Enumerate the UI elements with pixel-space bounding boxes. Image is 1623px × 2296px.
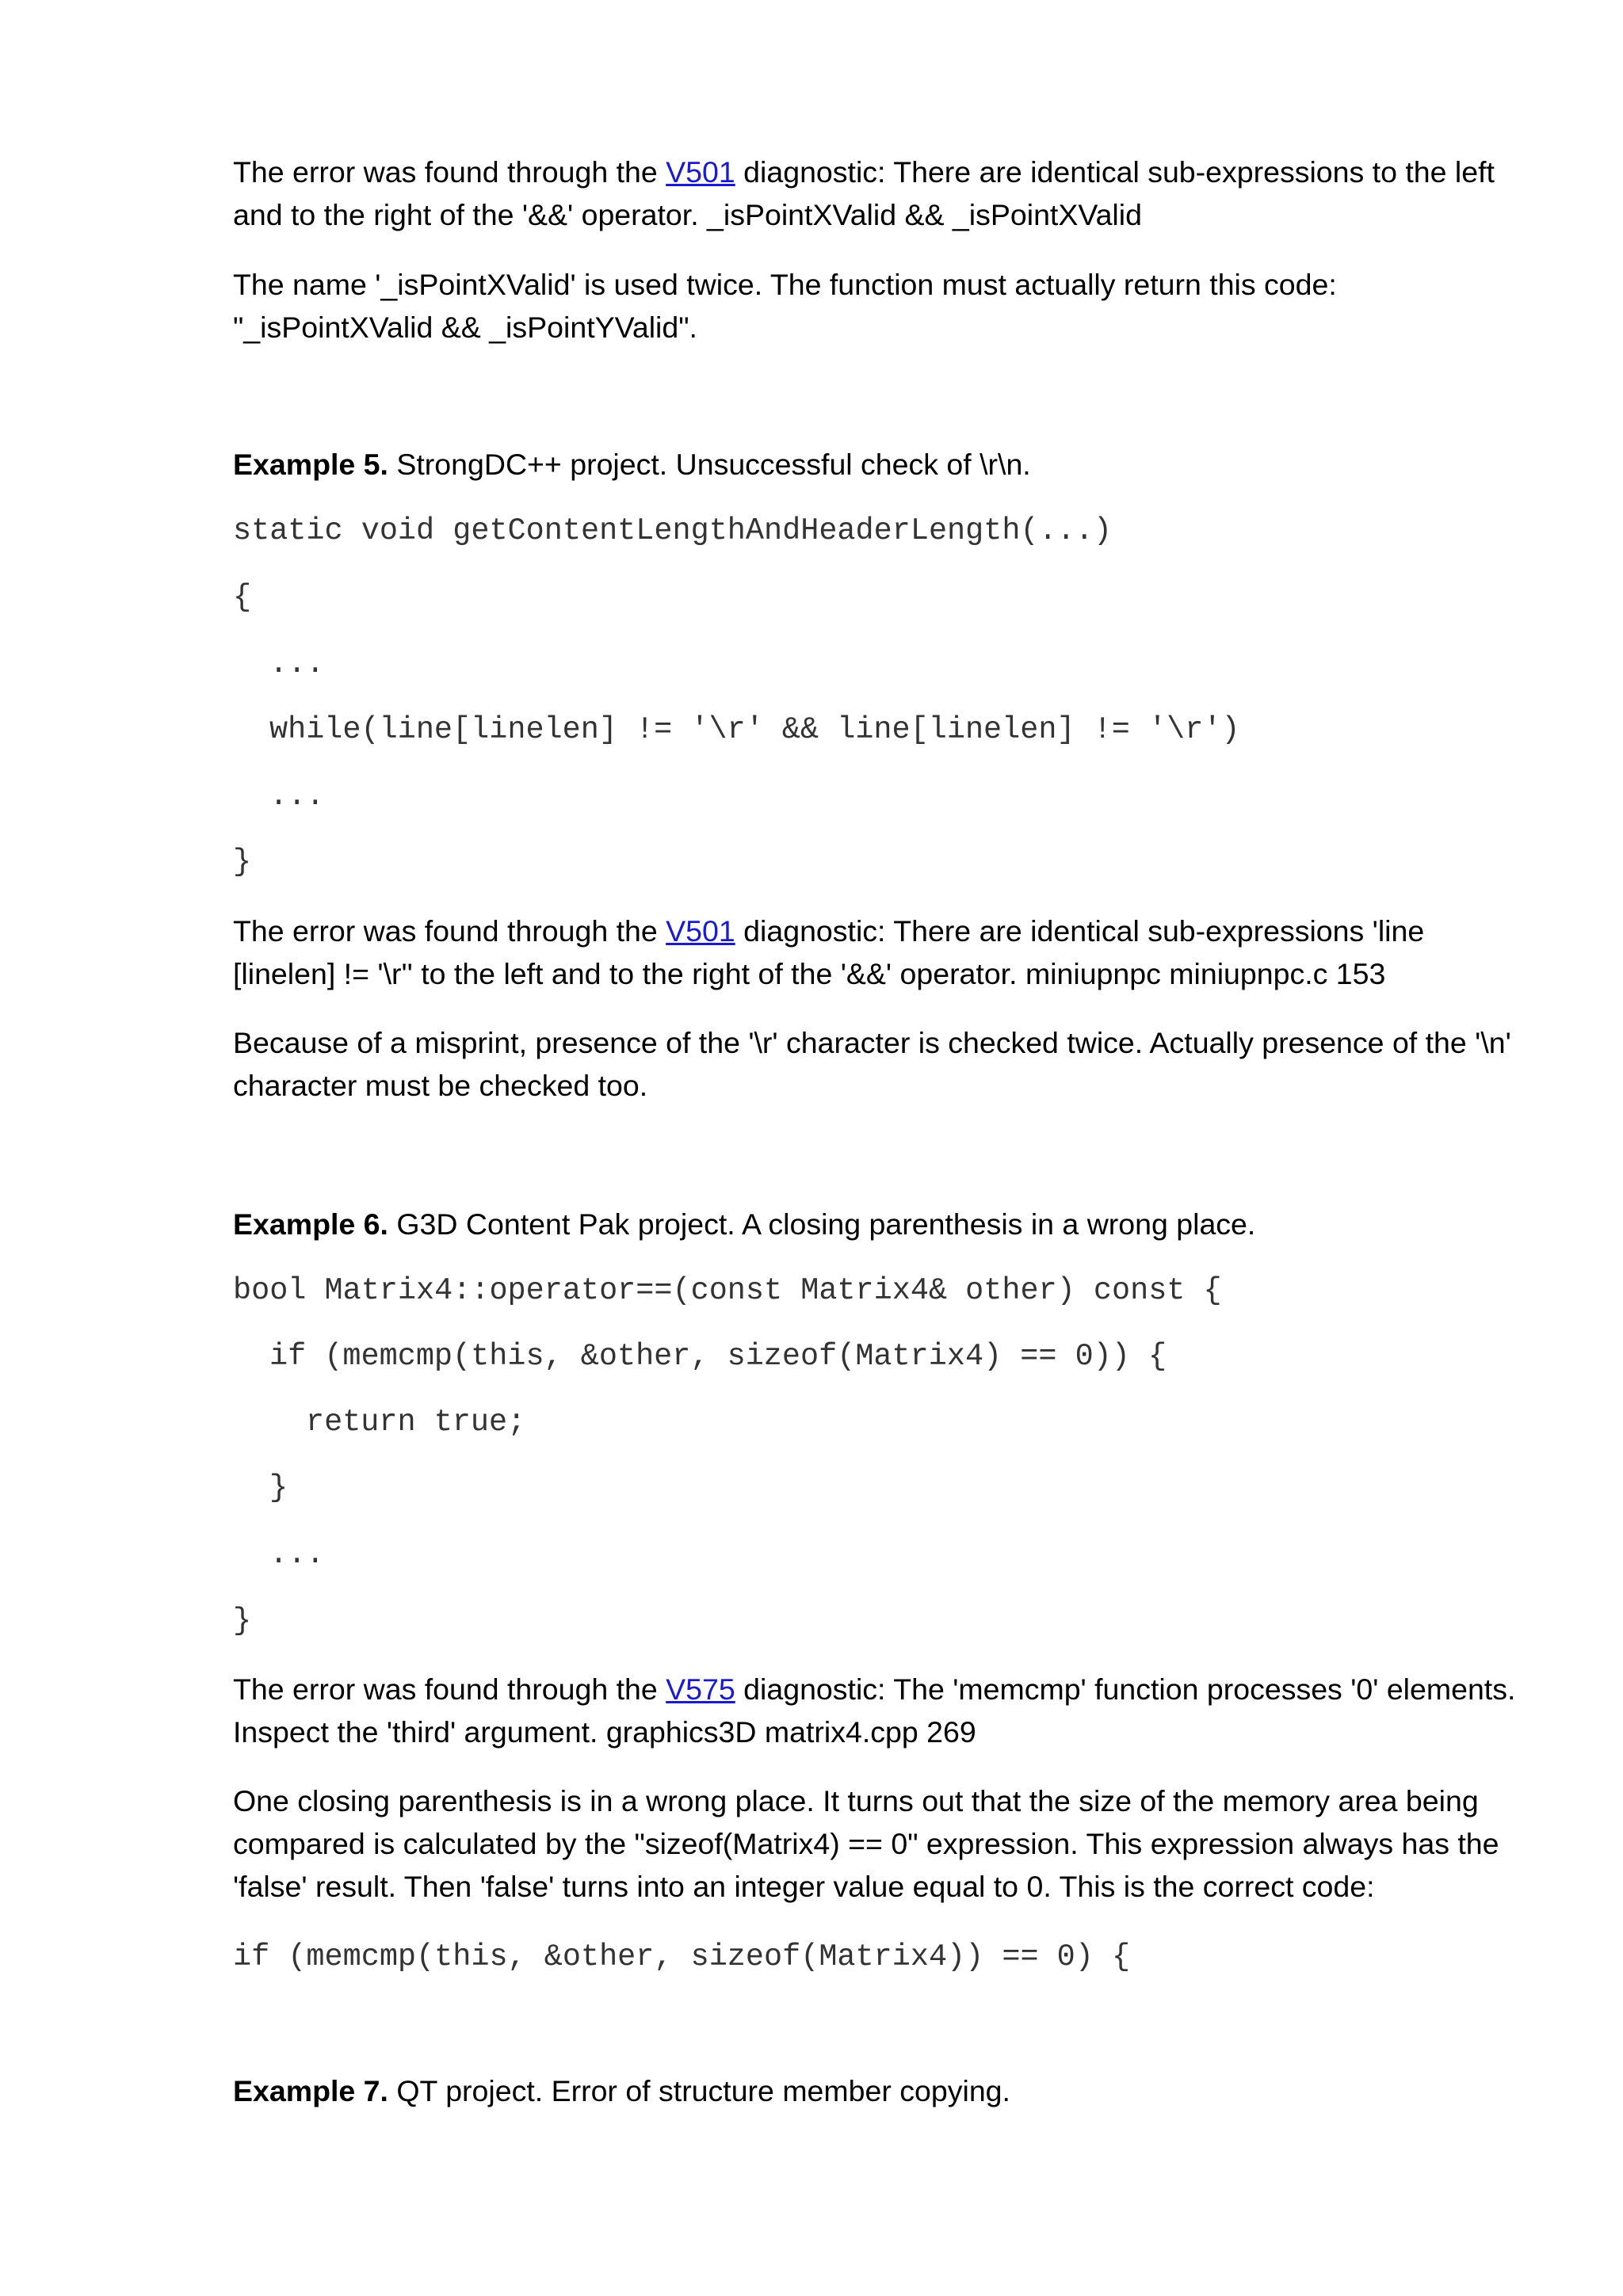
code-line-fix: if (memcmp(this, &other, sizeof(Matrix4)) == 0) { — [233, 1939, 1131, 1974]
example-7-heading: Example 7. QT project. Error of structure member copying. — [233, 2074, 1010, 2107]
v575-link[interactable]: V575 — [666, 1672, 735, 1706]
code-line: static void getContentLengthAndHeaderLength(...) — [233, 513, 1112, 548]
paragraph-ex5-diagnostic: The error was found through the V501 diagnostic: There are identical sub-expressions 'line [linelen] != '\r'' to the left and to the right of the '&&' operator. miniupnpc miniupnpc.c 153 — [233, 914, 1425, 990]
v501-link-2[interactable]: V501 — [666, 914, 735, 948]
code-line: { — [233, 580, 252, 615]
code-line: } — [233, 1604, 252, 1638]
code-line: bool Matrix4::operator==(const Matrix4& other) const { — [233, 1273, 1222, 1308]
paragraph-ex6-explanation: One closing parenthesis is in a wrong place. It turns out that the size of the memory area being compared is calculated by the "sizeof(Matrix4) == 0" expression. This expression always has the 'false' result. Then 'false' turns into an integer value equal to 0. This is the correct code: — [233, 1784, 1499, 1903]
code-line: ... — [269, 1537, 325, 1572]
code-line: ... — [269, 646, 325, 681]
paragraph-ex6-diagnostic: The error was found through the V575 diagnostic: The 'memcmp' function processes '0' elements. Inspect the 'third' argument. graphics3D matrix4.cpp 269 — [233, 1672, 1516, 1749]
paragraph-ex5-explanation: Because of a misprint, presence of the '\r' character is checked twice. Actually presence of the '\n' character must be checked too. — [233, 1026, 1511, 1102]
code-line: } — [233, 845, 252, 879]
code-line: if (memcmp(this, &other, sizeof(Matrix4) == 0)) { — [269, 1339, 1167, 1374]
example-5-heading: Example 5. StrongDC++ project. Unsuccessful check of \r\n. — [233, 448, 1031, 481]
code-line: ... — [269, 779, 325, 814]
v501-link[interactable]: V501 — [666, 155, 735, 189]
example-6-heading: Example 6. G3D Content Pak project. A closing parenthesis in a wrong place. — [233, 1207, 1256, 1241]
code-line: return true; — [306, 1405, 526, 1440]
code-line: } — [269, 1470, 288, 1505]
paragraph-v501-intro: The error was found through the V501 diagnostic: There are identical sub-expressions to the left and to the right of the '&&' operator. _isPointXValid && _isPointXValid — [233, 155, 1495, 231]
code-line: while(line[linelen] != '\r' && line[linelen] != '\r') — [269, 712, 1240, 747]
paragraph-name-twice: The name '_isPointXValid' is used twice. The function must actually return this code: "_isPointXValid && _isPointYValid". — [233, 268, 1337, 344]
